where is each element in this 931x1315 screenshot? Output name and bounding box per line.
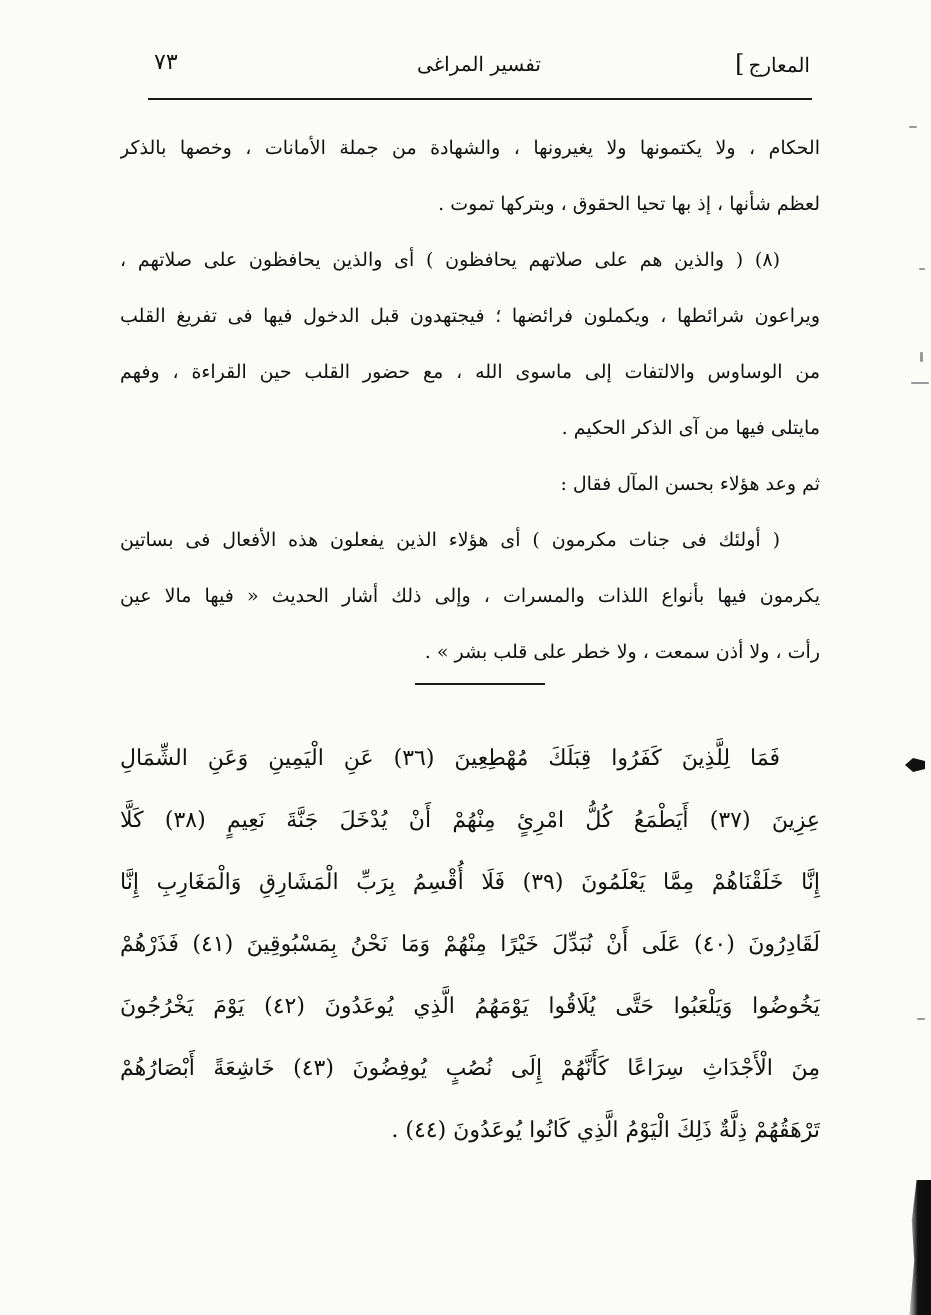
commentary-line: يكرمون فيها بأنواع اللذات والمسرات ، وإلى ذلك أشار الحديث « فيها مالا عين: [120, 585, 820, 607]
scan-speck: [911, 382, 929, 384]
commentary-line: ثم وعد هؤلاء بحسن المآل فقال :: [560, 473, 820, 495]
verse-line: عِزِينَ (٣٧) أَيَطْمَعُ كُلُّ امْرِئٍ مِنْهُمْ أَنْ يُدْخَلَ جَنَّةَ نَعِيمٍ (٣٨) كَلَّا: [120, 808, 820, 833]
section-separator: [415, 683, 545, 685]
commentary-line: مايتلى فيها من آى الذكر الحكيم .: [561, 417, 820, 439]
verse-line: إِنَّا خَلَقْنَاهُمْ مِمَّا يَعْلَمُونَ (٣٩) فَلَا أُقْسِمُ بِرَبِّ الْمَشَارِقِ وَالْمَغَارِبِ إِنَّا: [120, 870, 820, 895]
commentary-text: [120, 120, 820, 680]
page-number: ٧٣: [154, 50, 178, 75]
header-rule: [148, 98, 812, 100]
scan-speck: [919, 268, 925, 270]
chapter-label: المعارج: [748, 53, 810, 77]
verse-line: يَخُوضُوا وَيَلْعَبُوا حَتَّى يُلَاقُوا يَوْمَهُمُ الَّذِي يُوعَدُونَ (٤٢) يَوْمَ يَخْرُجُونَ: [120, 994, 820, 1019]
commentary-line: ويراعون شرائطها ، ويكملون فرائضها ؛ فيجتهدون قبل الدخول فيها فى تفريغ القلب: [120, 305, 820, 327]
commentary-line: الحكام ، ولا يكتمونها ولا يغيرونها ، والشهادة من جملة الأمانات ، وخصها بالذكر: [120, 137, 820, 159]
scan-edge-shadow: [907, 1180, 931, 1315]
page-header: [148, 40, 810, 92]
commentary-line: من الوساوس والالتفات إلى ماسوى الله ، مع حضور القلب حين القراءة ، وفهم: [120, 361, 820, 383]
commentary-line: (٨) ( والذين هم على صلاتهم يحافظون ) أى والذين يحافظون على صلاتهم ،: [120, 249, 780, 271]
quran-verses: [120, 728, 820, 1162]
scan-speck: [920, 352, 923, 362]
margin-arrow-icon: [905, 758, 925, 772]
scan-speck: [917, 1018, 925, 1020]
verse-line: مِنَ الْأَجْدَاثِ سِرَاعًا كَأَنَّهُمْ إِلَى نُصُبٍ يُوفِضُونَ (٤٣) خَاشِعَةً أَبْصَارُهُمْ: [120, 1056, 820, 1081]
verse-line: تَرْهَقُهُمْ ذِلَّةٌ ذَلِكَ الْيَوْمُ الَّذِي كَانُوا يُوعَدُونَ (٤٤) .: [391, 1118, 820, 1143]
commentary-line: لعظم شأنها ، إذ بها تحيا الحقوق ، وبتركها تموت .: [438, 193, 820, 215]
commentary-line: ( أولئك فى جنات مكرمون ) أى هؤلاء الذين يفعلون هذه الأفعال فى بساتين: [120, 529, 780, 551]
book-title: تفسير المراغى: [417, 52, 541, 76]
chapter-bracket: ]: [735, 50, 745, 78]
commentary-line: رأت ، ولا أذن سمعت ، ولا خطر على قلب بشر » .: [424, 641, 820, 663]
scan-speck: [909, 126, 917, 128]
verse-line: فَمَا لِلَّذِينَ كَفَرُوا قِبَلَكَ مُهْطِعِينَ (٣٦) عَنِ الْيَمِينِ وَعَنِ الشِّمَالِ: [120, 746, 780, 771]
verse-line: لَقَادِرُونَ (٤٠) عَلَى أَنْ نُبَدِّلَ خَيْرًا مِنْهُمْ وَمَا نَحْنُ بِمَسْبُوقِينَ (٤١) فَذَرْهُمْ: [120, 932, 820, 957]
